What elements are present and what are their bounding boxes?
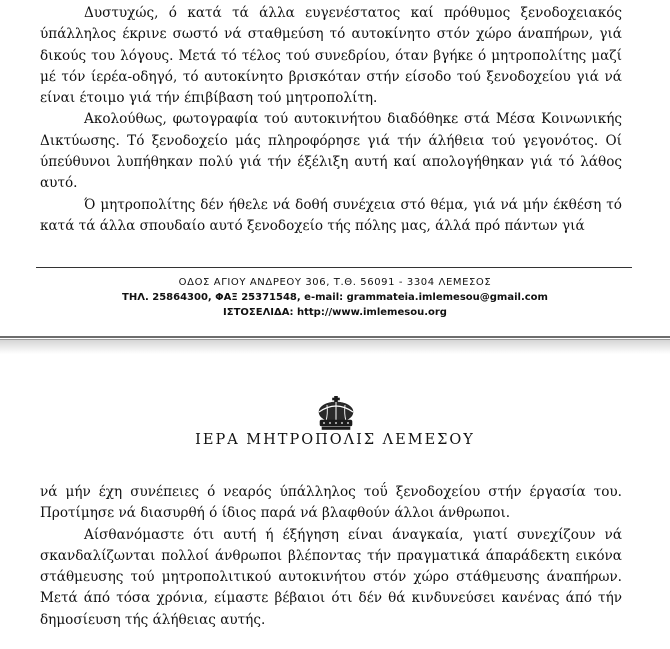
paragraph-1: Δυστυχώς, ό κατά τά άλλα ευγενέστατος καί πρόθυμος ξενοδοχειακός ύπάλληλος έκρινε σωστό νά σταθμεύση τό αυτοκίνητο στόν χώρο άναπήρων, γιά δικούς του λόγους. Μετά τό τέλος τού συνεδρίου, όταν βγήκε ό μητροπολίτης μαζί μέ τόν ίερέα-οδηγό, τό αυτοκίνητο βρισκόταν στήν είσοδο τού ξενοδοχείου γιά νά είναι έτοιμο γιά τήν έπιβίβαση τού μητροπολίτη. — [40, 5, 622, 107]
paragraph-4: νά μήν έχη συνέπειες ό νεαρός ύπάλληλος τοΰ ξενοδοχείου στήν έργασία του. Προτίμησε νά διασυρθή ό ίδιος παρά νά βλαφθούν άλλοι άνθρωποι. — [40, 484, 622, 522]
footer-website: ΙΣΤΟΣΕΛΙΔΑ: http://www.imlemesou.org — [223, 307, 447, 318]
footer-contact: ΤΗΛ. 25864300, ΦΑΞ 25371548, e-mail: grammateia.imlemesou@gmail.com — [122, 292, 548, 303]
letterhead-title: ΙΕΡΑ ΜΗΤΡΟΠΟΛΙΣ ΛΕΜΕΣΟΥ — [195, 432, 475, 448]
paragraph-5: Αίσθανόμαστε ότι αυτή ή έξήγηση είναι άναγκαία, γιατί συνεχίζουν νά σκανδαλίζωνται πολλοί άνθρωποι βλέποντας τήν πραγματικά άπαράδεκτη εικόνα στάθμευσης τού μητροπολιτικού αυτοκινήτου στόν χώρο στάθμευσης άναπήρων. Μετά άπό τόσα χρόνια, είμαστε βέβαιοι ότι δέν θά κινδυνεύσει κανένας άπό τήν δημοσίευση τής άλήθειας αυτής. — [40, 526, 622, 628]
page-edge-shadow — [0, 340, 670, 354]
footer-address: ΟΔΟΣ ΑΓΙΟΥ ΑΝΔΡΕΟΥ 306, Τ.Θ. 56091 - 3304 ΛΕΜΕΣΟΣ — [178, 277, 492, 288]
footer-divider — [36, 267, 632, 268]
crown-icon — [314, 396, 358, 430]
page-edge-line — [0, 336, 670, 338]
bottom-body-text — [40, 482, 622, 631]
paragraph-3: Ό μητροπολίτης δέν ήθελε νά δοθή συνέχεια στό θέμα, γιά νά μήν έκθέση τό κατά τά άλλα σπουδαίο αυτό ξενοδοχείο τής πόλης μας, άλλά πρό πάντων γιά — [40, 196, 622, 234]
top-body-text — [40, 3, 622, 237]
paragraph-2: Ακολούθως, φωτογραφία τού αυτοκινήτου διαδόθηκε στά Μέσα Κοινωνικής Δικτύωσης. Τό ξενοδοχείο μάς πληροφόρησε γιά τήν άλήθεια τού γεγονότος. Οί ύπεύθυνοι λυπήθηκαν πολύ γιά τήν έξέλιξη αυτή καί απολογήθηκαν γιά τό λάθος αυτό. — [40, 111, 622, 192]
